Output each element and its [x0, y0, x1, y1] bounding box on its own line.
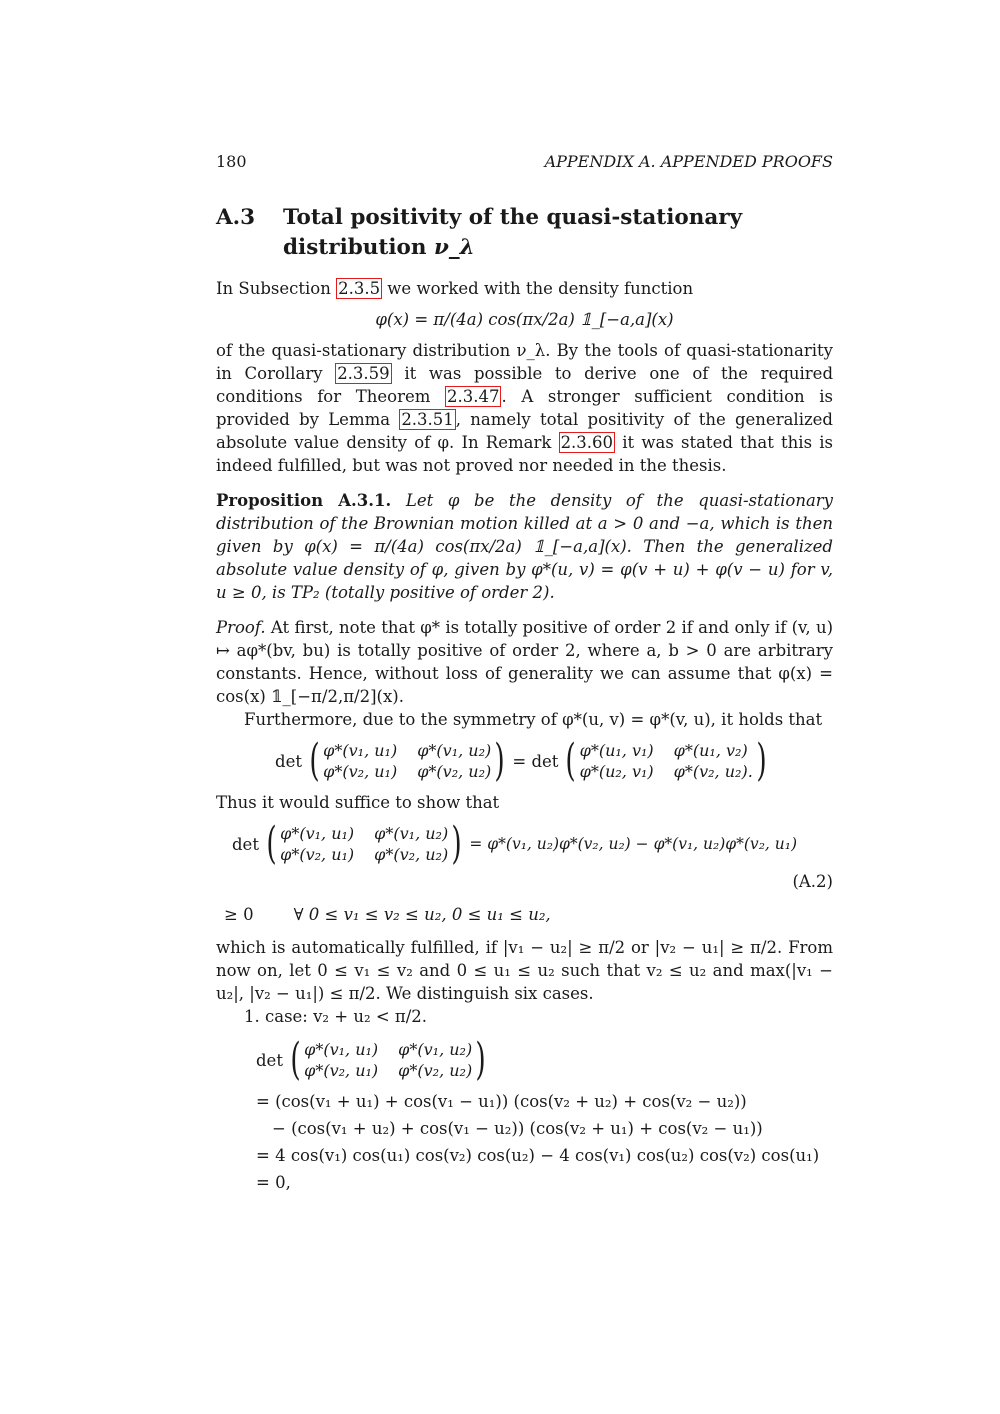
derivation-line-2: − (cos(v₁ + u₂) + cos(v₁ − u₂)) (cos(v₂ + u₁) + cos(v₂ − u₁))	[272, 1119, 763, 1138]
ref-corollary-2-3-59[interactable]: 2.3.59	[337, 364, 390, 383]
proposition-text: Let φ be the density of the quasi-stationary distribution of the Brownian motion killed at a > 0 and −a, which is then given by φ(x) = π/(4a) cos(πx/2a) 𝟙_[−a,a](x). Then the generalized absolute value density of φ, given by φ*(u, v) = φ(v + u) + φ(v − u) for v, u ≥ 0, is TP₂ (totally positive of order 2).	[216, 491, 833, 602]
matrix-case-1: ( φ*(v₁, u₁) φ*(v₁, u₂) φ*(v₂, u₁) φ*(v₂, u₂) )	[290, 1034, 486, 1085]
matrix-right: ( φ*(u₁, v₁) φ*(u₁, v₂) φ*(u₂, v₁) φ*(v₂, u₂). )	[565, 735, 767, 786]
running-title: APPENDIX A. APPENDED PROOFS	[544, 152, 833, 171]
proof-paragraph-2: Furthermore, due to the symmetry of φ*(u, v) = φ*(v, u), it holds that	[244, 710, 823, 729]
ref-lemma-2-3-51[interactable]: 2.3.51	[401, 410, 454, 429]
ref-subsection-2-3-5[interactable]: 2.3.5	[338, 279, 381, 298]
proposition	[216, 489, 833, 604]
intro-paragraph-2: of the quasi-stationary distribution ν_λ. By the tools of quasi-stationarity in Corollary 2.3.59 it was possible to derive one of the required conditions for Theorem 2.3.47 . A stronger sufficient condition is provided by Lemma 2.3.51 , namely total positivity of the generalized absolute value density of φ. In Remark 2.3.60 it was stated that this is indeed fulfilled, but was not proved nor needed in the thesis.	[216, 341, 834, 475]
matrix-det: ( φ*(v₁, u₁) φ*(v₁, u₂) φ*(v₂, u₁) φ*(v₂, u₂) )	[266, 818, 462, 869]
page-header	[216, 150, 833, 173]
section-title: Total positivity of the quasi-stationary distribution ν_λ	[283, 205, 743, 260]
derivation-line-1: = (cos(v₁ + u₁) + cos(v₁ − u₁)) (cos(v₂ + u₂) + cos(v₂ − u₂))	[256, 1092, 747, 1111]
condition-row: ≥ 0 ∀ 0 ≤ v₁ ≤ v₂ ≤ u₂, 0 ≤ u₁ ≤ u₂,	[224, 905, 551, 924]
symmetry-equation: det ( φ*(v₁, u₁) φ*(v₁, u₂) φ*(v₂, u₁) φ*(v₂, u₂) ) = det ( φ*(u₁, v₁) φ*(u₁, v₂) φ*(u₂, v₁) φ*(v₂, u₂). )	[216, 739, 833, 783]
proof-label: Proof.	[216, 618, 266, 637]
proof-paragraph-3: Thus it would suffice to show that	[216, 793, 500, 812]
proposition-label: Proposition A.3.1.	[216, 491, 392, 510]
equation-number: (A.2)	[792, 872, 833, 891]
section-title-symbol: ν_λ	[433, 235, 475, 260]
ref-theorem-2-3-47[interactable]: 2.3.47	[447, 387, 500, 406]
proof-paragraph-4: which is automatically fulfilled, if |v₁ − u₂| ≥ π/2 or |v₂ − u₁| ≥ π/2. From now on, let 0 ≤ v₁ ≤ v₂ and 0 ≤ u₁ ≤ u₂ such that v₂ ≤ u₂ and max(|v₁ − u₂|, |v₂ − u₁|) ≤ π/2. We distinguish six cases.	[216, 938, 833, 1003]
density-equation: φ(x) = π/(4a) cos(πx/2a) 𝟙_[−a,a](x)	[375, 310, 674, 329]
case-1-derivation: det ( φ*(v₁, u₁) φ*(v₁, u₂) φ*(v₂, u₁) φ*(v₂, u₂) ) = (cos(v₁ + u₁) + cos(v₁ − u₁)) (cos(v₂ + u₂) + cos(v₂ − u₂)) − (cos(v₁ + u₂) + cos(v₁ − u₂)) (cos(v₂ + u₁) + cos(v₂ − u₁)) = 4 cos(v₁) cos(u₁) cos(v₂) cos(u₂) − 4 cos(v₁) cos(u₂) cos(v₂) cos(u₁) = 0,	[256, 1038, 833, 1196]
derivation-line-4: = 0,	[256, 1173, 291, 1192]
derivation-line-3: = 4 cos(v₁) cos(u₁) cos(v₂) cos(u₂) − 4 cos(v₁) cos(u₂) cos(v₂) cos(u₁)	[256, 1146, 820, 1165]
proof-paragraph-1: Proof. At first, note that φ* is totally positive of order 2 if and only if (v, u) ↦ aφ*(bv, bu) is totally positive of order 2, where a, b > 0 are arbitrary constants. Hence, without loss of generality we can assume that φ(x) = cos(x) 𝟙_[−π/2,π/2](x).	[216, 618, 834, 706]
section-number: A.3	[216, 205, 256, 230]
section-heading	[216, 203, 833, 263]
ref-remark-2-3-60[interactable]: 2.3.60	[560, 433, 614, 452]
matrix-left: ( φ*(v₁, u₁) φ*(v₁, u₂) φ*(v₂, u₁) φ*(v₂, u₂) )	[309, 735, 505, 786]
determinant-equation: det ( φ*(v₁, u₁) φ*(v₁, u₂) φ*(v₂, u₁) φ*(v₂, u₂) ) = φ*(v₁, u₂)φ*(v₂, u₂) − φ*(v₁, u₂)φ*(v₂, u₁)	[232, 818, 798, 869]
intro-paragraph-1: In Subsection 2.3.5 we worked with the density function	[216, 279, 694, 298]
page-number: 180	[216, 152, 247, 171]
case-1-heading: 1. case: v₂ + u₂ < π/2.	[244, 1007, 428, 1026]
page	[216, 150, 833, 1196]
